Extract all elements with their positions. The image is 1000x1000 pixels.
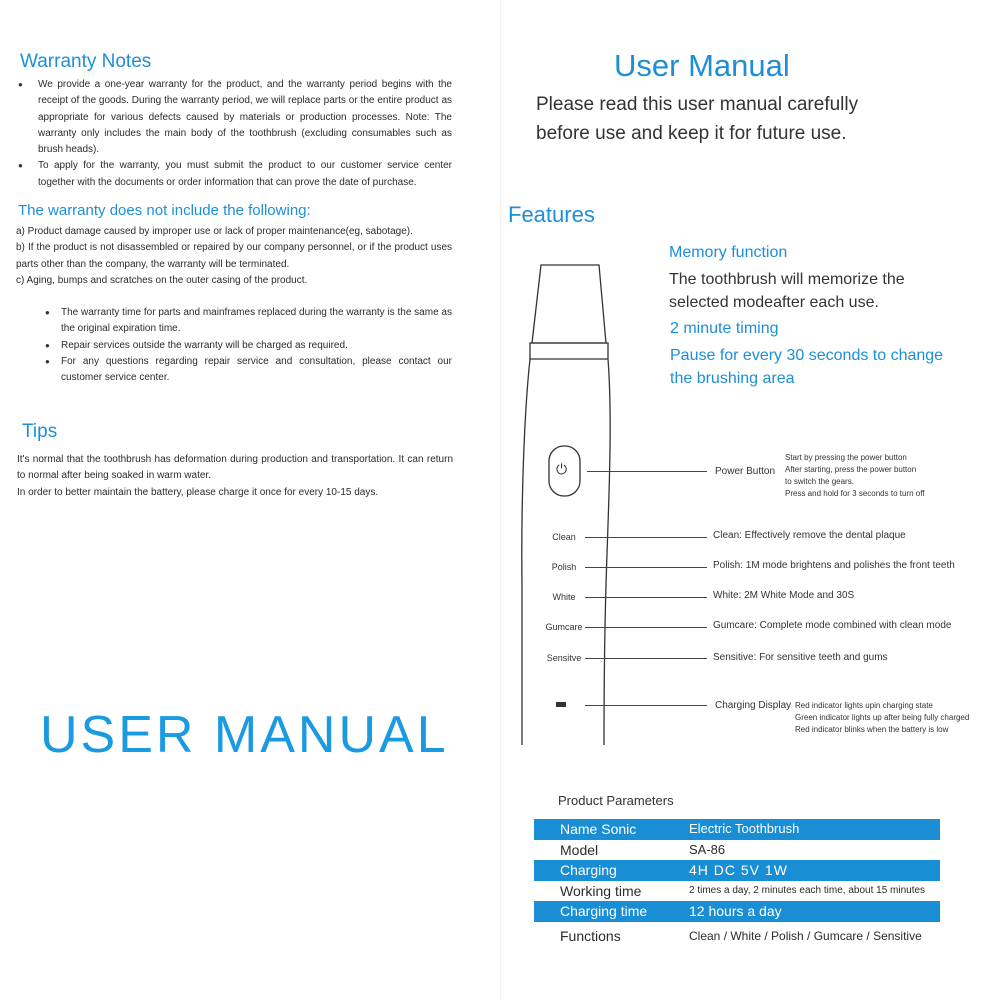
exclusions-list <box>16 224 452 289</box>
power-notes <box>785 452 925 500</box>
charging-indicator-icon <box>556 702 566 707</box>
intro-line: before use and keep it for future use. <box>536 123 847 144</box>
power-note: Press and hold for 3 seconds to turn off <box>785 489 925 498</box>
param-key: Functions <box>560 927 621 944</box>
product-parameters-title: Product Parameters <box>558 793 674 808</box>
mode-leader-line <box>585 658 707 659</box>
mode-leader-line <box>585 537 707 538</box>
intro-line: Please read this user manual carefully <box>536 94 859 115</box>
handle-right-outline <box>604 359 610 745</box>
tips-body <box>17 452 453 501</box>
brush-collar-outline <box>530 343 608 359</box>
power-note: Start by pressing the power button <box>785 453 907 462</box>
page-divider <box>500 0 501 1000</box>
param-value: 4H DC 5V 1W <box>689 862 788 878</box>
repair-bullets <box>61 305 452 386</box>
warranty-bullet: ● To apply for the warranty, you must submit the product to our customer service center together with the documents or order information that can prove the date of purchase. <box>38 158 452 191</box>
user-manual-big-title: USER MANUAL <box>40 706 449 764</box>
repair-bullet: ● For any questions regarding repair service and consultation, please contact our customer service center. <box>61 354 452 387</box>
table-row <box>534 881 940 902</box>
param-value: 2 times a day, 2 minutes each time, about 15 minutes <box>689 884 926 896</box>
table-row <box>534 819 940 840</box>
timing-title: 2 minute timing <box>670 320 779 337</box>
power-icon[interactable]: ⏻ <box>556 461 568 477</box>
param-value: Clean / White / Polish / Gumcare / Sensitive <box>689 928 922 943</box>
param-value: Electric Toothbrush <box>689 821 800 836</box>
charging-notes <box>795 700 969 736</box>
repair-bullet: ● The warranty time for parts and mainframes replaced during the warranty is the same as the original expiration time. <box>61 305 452 338</box>
param-key: Name Sonic <box>560 821 637 837</box>
charging-leader-line <box>585 705 707 706</box>
charging-note: Red indicator blinks when the battery is low <box>795 725 949 734</box>
charging-note: Red indicator lights upin charging state <box>795 701 933 710</box>
exclusion-item: c) Aging, bumps and scratches on the outer casing of the product. <box>16 274 308 286</box>
mode-leader-line <box>585 627 707 628</box>
brush-head-outline <box>532 265 606 343</box>
features-title: Features <box>508 202 595 227</box>
param-key: Model <box>560 841 599 858</box>
timing-line: the brushing area <box>670 370 795 387</box>
param-key: Charging time <box>560 903 648 919</box>
intro-text <box>536 90 986 148</box>
power-leader-line <box>587 471 707 472</box>
table-row <box>534 901 940 922</box>
timing-text <box>670 344 990 390</box>
warranty-bullet: ● We provide a one-year warranty for the product, and the warranty period begins with the receipt of the goods. During the warranty period, we will replace parts or the entire product as appropriate for various defects caused by materials or production processes. Note: The warranty only includes the main body of the toothbrush (excluding consumables such as brush heads). <box>38 77 452 158</box>
table-row <box>534 860 940 881</box>
mode-desc-sensitive: Sensitive: For sensitive teeth and gums <box>713 652 888 663</box>
table-row <box>534 926 940 947</box>
table-row <box>534 840 940 861</box>
mode-label-polish: Polish <box>551 562 577 572</box>
repair-bullet: ● Repair services outside the warranty will be charged as required. <box>61 338 452 354</box>
parameters-table <box>534 819 940 946</box>
power-note: to switch the gears. <box>785 477 854 486</box>
power-note: After starting, press the power button <box>785 465 917 474</box>
tips-line: In order to better maintain the battery, please charge it once for every 10-15 days. <box>17 486 379 498</box>
charging-note: Green indicator lights up after being fully charged <box>795 713 970 722</box>
mode-desc-clean: Clean: Effectively remove the dental plaque <box>713 530 906 541</box>
mode-desc-polish: Polish: 1M mode brightens and polishes the front teeth <box>713 560 955 571</box>
exclusion-item: b) If the product is not disassembled or repaired by our company personnel, or if the product uses parts other than the company, the warranty will be terminated. <box>16 242 452 270</box>
mode-label-gumcare: Gumcare <box>545 622 583 632</box>
toothbrush-illustration <box>510 255 620 750</box>
handle-left-outline <box>522 359 530 745</box>
power-button-label: Power Button <box>715 466 776 477</box>
timing-line: Pause for every 30 seconds to change <box>670 347 944 364</box>
exclusion-item: a) Product damage caused by improper use or lack of proper maintenance(eg, sabotage). <box>16 226 413 237</box>
charging-display-label: Charging Display <box>715 700 792 711</box>
mode-desc-white: White: 2M White Mode and 30S <box>713 590 855 601</box>
exclusions-title: The warranty does not include the following: <box>18 202 311 219</box>
memory-function-text <box>669 268 989 314</box>
param-key: Working time <box>560 882 642 899</box>
param-value: 12 hours a day <box>689 903 782 919</box>
warranty-bullets <box>38 77 452 191</box>
mode-desc-gumcare: Gumcare: Complete mode combined with clean mode <box>713 620 952 631</box>
memory-function-title: Memory function <box>669 244 788 261</box>
memory-line: selected modeafter each use. <box>669 294 879 311</box>
param-value: SA-86 <box>689 841 726 857</box>
user-manual-title: User Manual <box>614 48 790 83</box>
param-key: Charging <box>560 862 617 878</box>
mode-label-white: White <box>552 592 576 602</box>
mode-label-clean: Clean <box>552 532 576 542</box>
memory-line: The toothbrush will memorize the <box>669 271 905 288</box>
tips-title: Tips <box>22 421 58 442</box>
mode-leader-line <box>585 567 707 568</box>
tips-line: It's normal that the toothbrush has deformation during production and transportation. It can return to normal after being soaked in warm water. <box>17 454 453 482</box>
mode-leader-line <box>585 597 707 598</box>
warranty-notes-title: Warranty Notes <box>20 51 152 72</box>
mode-label-sensitive: Sensitve <box>546 653 582 663</box>
